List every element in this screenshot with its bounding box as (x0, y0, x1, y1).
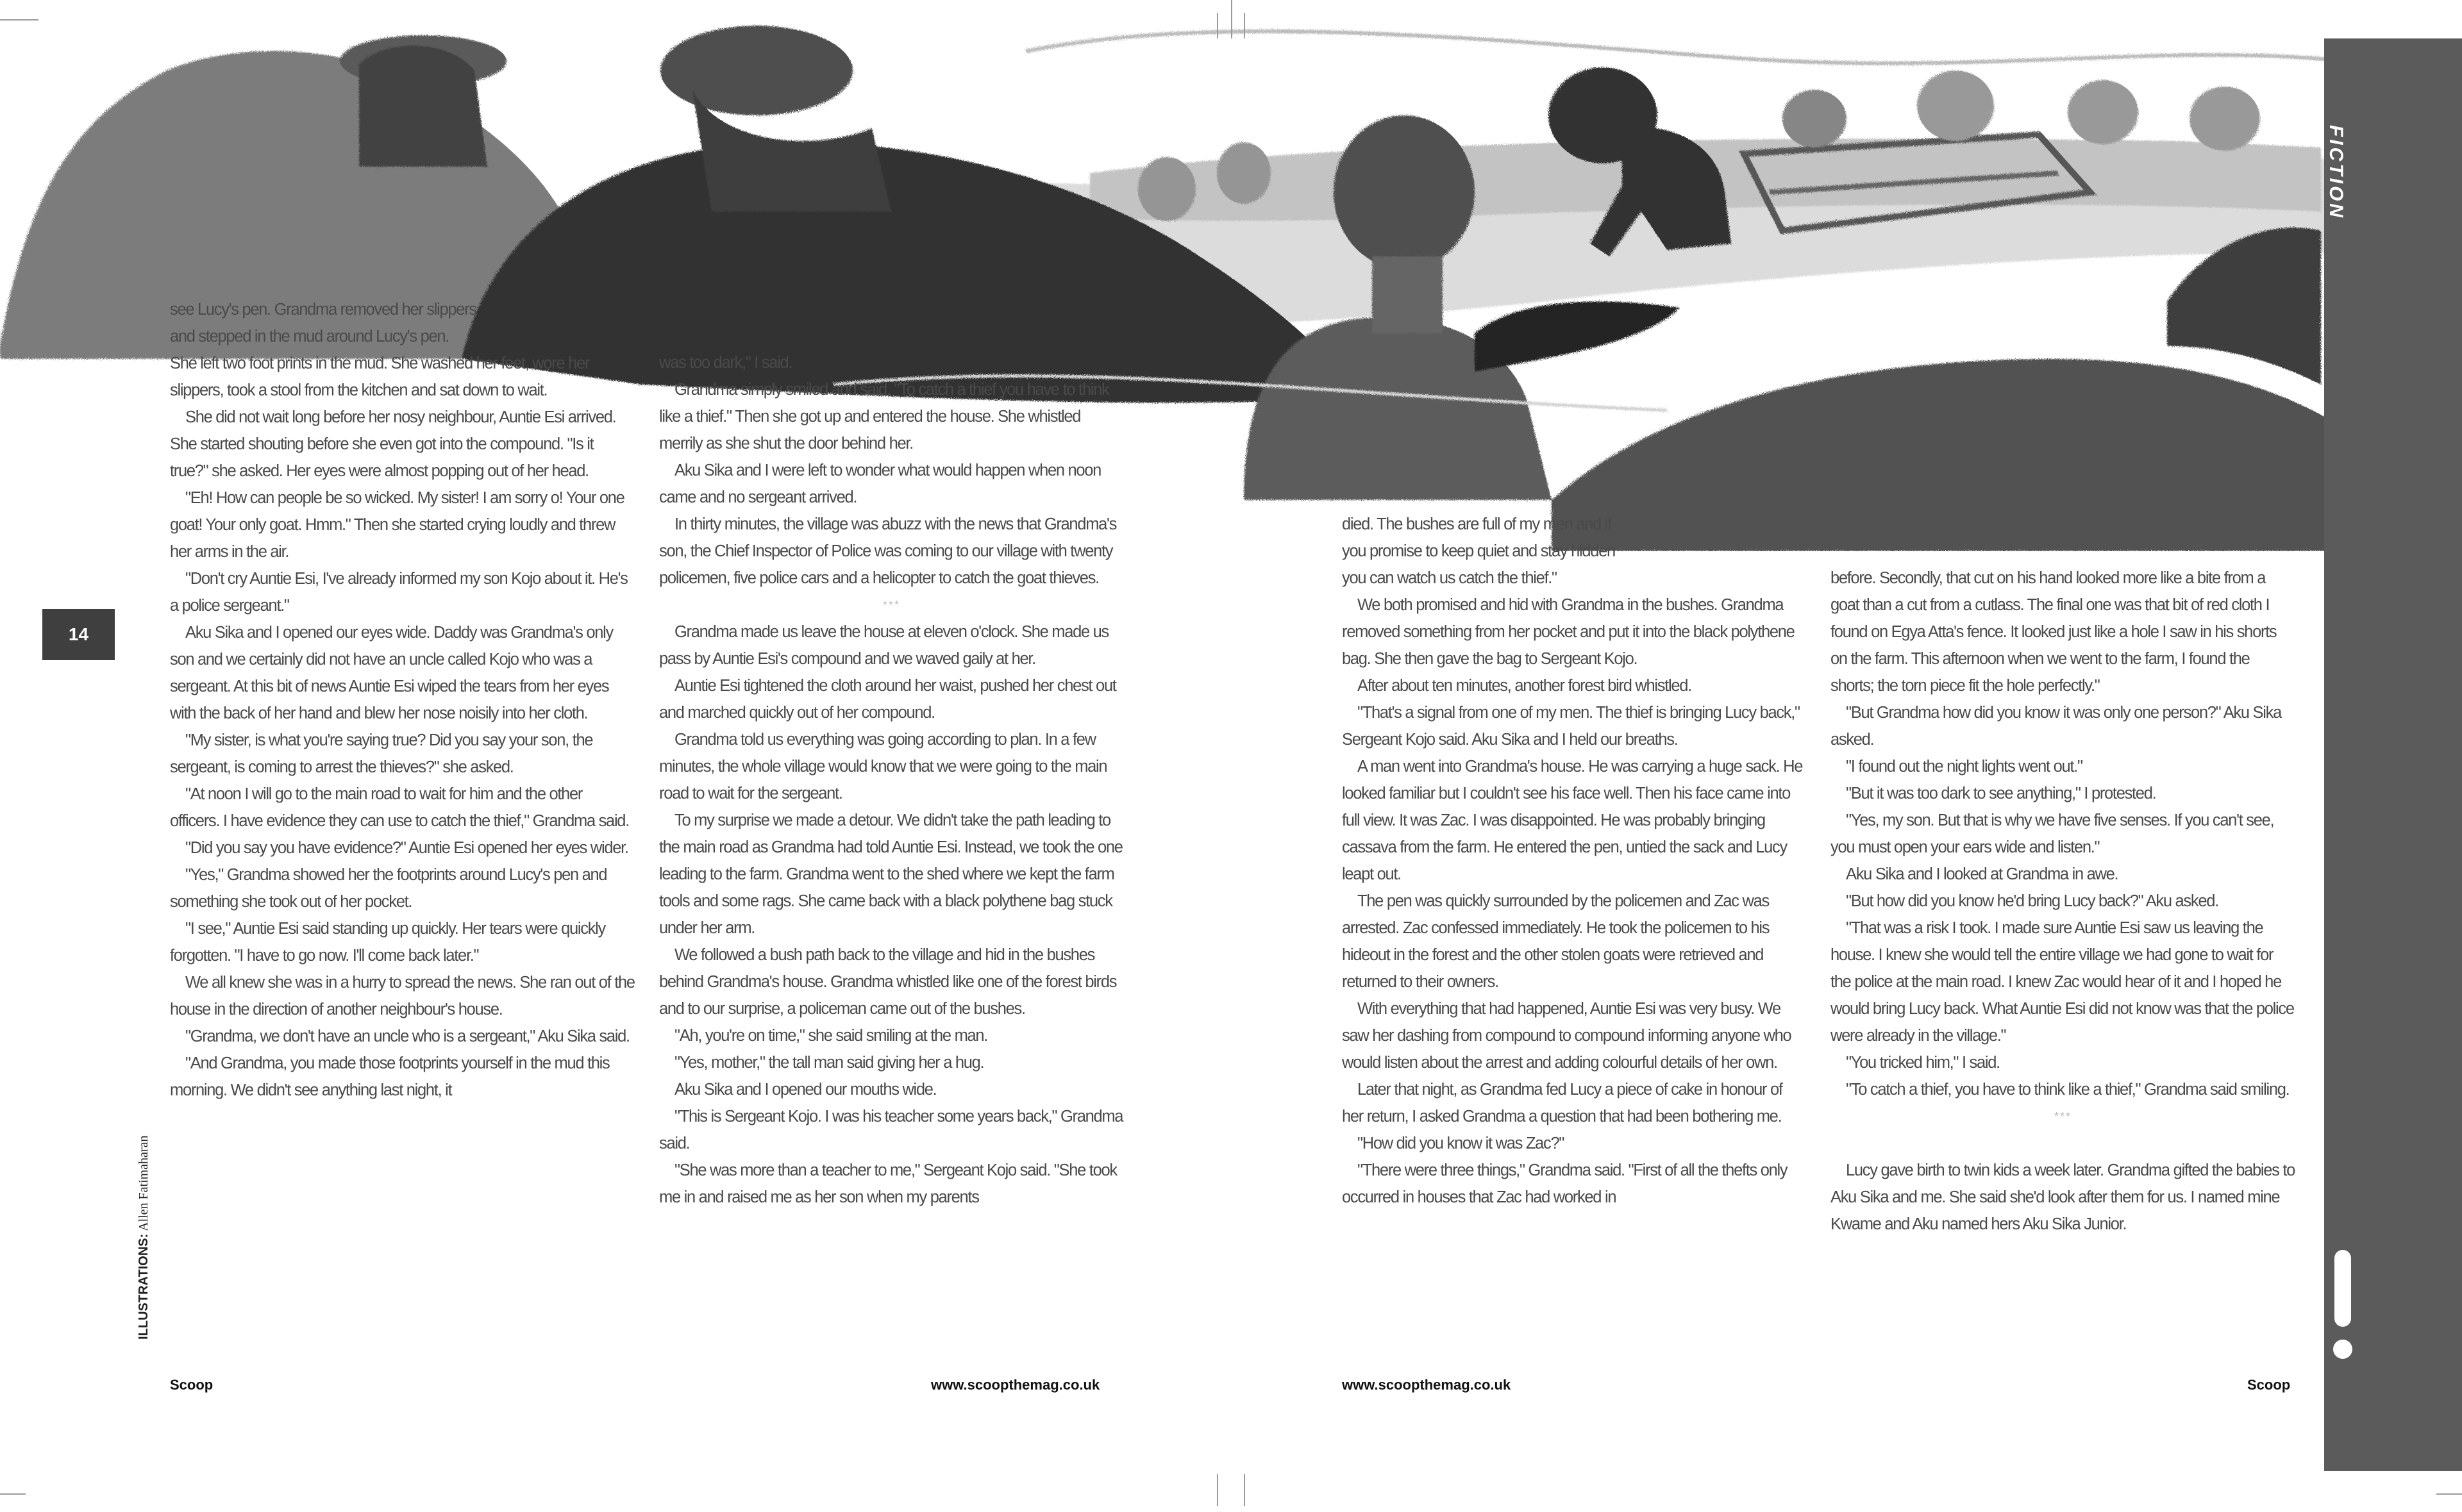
story-column-3 (1342, 511, 1807, 1211)
crop-mark (1244, 1474, 1245, 1506)
footer-magazine-name: Scoop (170, 1377, 214, 1393)
story-paragraph: Later that night, as Grandma fed Lucy a piece of cake in honour of her return, I asked Grandma a question that had been bothering me. (1342, 1081, 1782, 1126)
story-paragraph: "But Grandma how did you know it was only one person?" Aku Sika asked. (1830, 704, 2281, 749)
story-paragraph: The pen was quickly surrounded by the policemen and Zac was arrested. Zac confessed immediately. He took the policemen to his hideout in the forest and the other stolen goats were retrieved and returned to their owners. (1342, 892, 1770, 991)
section-label: FICTION (2325, 125, 2347, 220)
story-paragraph: She left two foot prints in the mud. She washed her feet, wore her slippers, took a stool from the kitchen and sat down to wait. (170, 354, 590, 399)
credit-label: ILLUSTRATIONS: (137, 1233, 151, 1340)
story-paragraph: With everything that had happened, Auntie Esi was very busy. We saw her dashing from compound to compound informing anyone who would listen about the arrest and adding colourful details of her own. (1342, 1000, 1791, 1072)
story-column-1 (170, 296, 635, 1104)
story-paragraph: A man went into Grandma's house. He was carrying a huge sack. He looked familiar but I couldn't see his face well. Then his face came into full view. It was Zac. I was disappointed. He was probably bringing cassava from the farm. He entered the pen, untied the sack and Lucy leapt out. (1342, 758, 1803, 883)
story-paragraph: To my surprise we made a detour. We didn't take the path leading to the main road as Grandma had told Auntie Esi. Instead, we took the one leading to the farm. Grandma went to the shed where we kept the farm tools and some rags. She came back with a black polythene bag stuck under her arm. (659, 811, 1123, 937)
story-paragraph: "You tricked him," I said. (1846, 1054, 2000, 1072)
story-paragraph: "And Grandma, you made those footprints yourself in the mud this morning. We didn't see anything last night, it (170, 1054, 610, 1099)
story-paragraph: "I found out the night lights went out." (1846, 758, 2082, 776)
story-paragraph: "How did you know it was Zac?" (1357, 1134, 1564, 1152)
story-paragraph: "I see," Auntie Esi said standing up quickly. Her tears were quickly forgotten. "I have to go now. I'll come back later." (170, 920, 605, 965)
footer-website: www.scoopthemag.co.uk (931, 1377, 1100, 1393)
story-paragraph: After about ten minutes, another forest bird whistled. (1357, 677, 1691, 695)
footer-magazine-name: Scoop (2247, 1377, 2291, 1393)
page-number: 14 (42, 609, 115, 660)
story-paragraph: "There were three things," Grandma said. "First of all the thefts only occurred in houses that Zac had worked in (1342, 1161, 1788, 1206)
crop-mark (1244, 13, 1245, 38)
story-column-2 (659, 349, 1124, 1211)
story-paragraph: We all knew she was in a hurry to spread the news. She ran out of the house in the direction of another neighbour's house. (170, 974, 635, 1018)
story-paragraph: "To catch a thief, you have to think like a thief," Grandma said smiling. (1846, 1081, 2290, 1099)
story-paragraph: Aku Sika and I looked at Grandma in awe. (1846, 865, 2118, 883)
story-paragraph: "But it was too dark to see anything," I protested. (1846, 785, 2156, 802)
story-paragraph: Auntie Esi tightened the cloth around her waist, pushed her chest out and marched quickly out of her compound. (659, 677, 1116, 722)
story-paragraph: see Lucy's pen. Grandma removed her slippers (170, 301, 476, 319)
crop-mark (1231, 0, 1232, 38)
story-paragraph: "Yes, mother," the tall man said giving her a hug. (674, 1054, 984, 1072)
story-paragraph: Aku Sika and I opened our eyes wide. Daddy was Grandma's only son and we certainly did not have an uncle called Kojo who was a sergeant. At this bit of news Auntie Esi wiped the tears from her eyes with the back of her hand and blew her nose noisily into her cloth. (170, 624, 613, 722)
story-paragraph: "That's a signal from one of my men. The thief is bringing Lucy back," Sergeant Kojo said. Aku Sika and I held our breaths. (1342, 704, 1800, 749)
story-paragraph: "She was more than a teacher to me," Sergeant Kojo said. "She took me in and raised me as her son when my parents (659, 1161, 1117, 1206)
crop-mark (0, 1493, 26, 1495)
story-paragraph: "Yes," Grandma showed her the footprints around Lucy's pen and something she took out of her pocket. (170, 866, 607, 911)
story-paragraph: before. Secondly, that cut on his hand looked more like a bite from a goat than a cut from a cutlass. The final one was that bit of red cloth I found on Egya Atta's fence. It looked just like a hole I saw in his shorts on the farm. This afternoon when we went to the farm, I found the shorts; the torn piece fit the hole perfectly." (1830, 569, 2277, 695)
story-paragraph: We followed a bush path back to the village and hid in the bushes behind Grandma's house. Grandma whistled like one of the forest birds and to our surprise, a policeman came out of the bushes. (659, 946, 1117, 1018)
section-break: *** (2054, 1110, 2072, 1123)
story-paragraph: "Eh! How can people be so wicked. My sister! I am sorry o! Your one goat! Your only goat. Hmm." Then she started crying loudly and threw her arms in the air. (170, 489, 624, 561)
crop-mark (1217, 1474, 1218, 1506)
story-paragraph: "Grandma, we don't have an uncle who is a sergeant," Aku Sika said. (185, 1027, 630, 1045)
story-paragraph: Aku Sika and I opened our mouths wide. (674, 1081, 937, 1099)
exclamation-end-mark-icon (2324, 1250, 2363, 1365)
story-paragraph: "Don't cry Auntie Esi, I've already informed my son Kojo about it. He's a police sergeant." (170, 570, 628, 615)
story-paragraph: "At noon I will go to the main road to wait for him and the other officers. I have evidence they can use to catch the thief," Grandma said. (170, 785, 629, 830)
story-paragraph: "My sister, is what you're saying true? Did you say your son, the sergeant, is coming to arrest the thieves?" she asked. (170, 731, 593, 776)
crop-mark (0, 19, 38, 21)
story-paragraph: "Yes, my son. But that is why we have five senses. If you can't see, you must open your ears wide and listen." (1830, 811, 2274, 856)
story-paragraph: She did not wait long before her nosy neighbour, Auntie Esi arrived. She started shouting before she even got into the compound. "Is it true?" she asked. Her eyes were almost popping out of her head. (170, 408, 616, 480)
illustration-credit (137, 1136, 151, 1340)
story-paragraph: In thirty minutes, the village was abuzz with the news that Grandma's son, the Chief Inspector of Police was coming to our village with twenty policemen, five police cars and a helicopter to catch the goat thieves. (659, 515, 1117, 587)
story-paragraph: was too dark," I said. (659, 354, 792, 372)
story-paragraph: Lucy gave birth to twin kids a week later. Grandma gifted the babies to Aku Sika and me. She said she'd look after them for us. I named mine Kwame and Aku named hers Aku Sika Junior. (1830, 1161, 2295, 1233)
story-paragraph: Grandma simply smiled and said, "To catch a thief you have to think like a thief." Then she got up and entered the house. She whistled merrily as she shut the door behind her. (659, 381, 1109, 453)
story-paragraph: "Did you say you have evidence?" Auntie Esi opened her eyes wider. (185, 839, 628, 857)
story-paragraph: "But how did you know he'd bring Lucy back?" Aku asked. (1846, 892, 2218, 910)
story-paragraph: Grandma told us everything was going according to plan. In a few minutes, the whole village would know that we were going to the main road to wait for the sergeant. (659, 731, 1107, 802)
story-paragraph: you can watch us catch the thief." (1342, 569, 1557, 587)
story-paragraph: "That was a risk I took. I made sure Auntie Esi saw us leaving the house. I knew she would tell the entire village we had gone to wait for the police at the main road. I knew Zac would hear of it and I hoped he would bring Lucy back. What Auntie Esi did not know was that the police were already in the village." (1830, 919, 2294, 1045)
story-paragraph: Aku Sika and I were left to wonder what would happen when noon came and no sergeant arrived. (659, 461, 1101, 506)
story-paragraph: and stepped in the mud around Lucy's pen. (170, 328, 449, 345)
story-paragraph: "This is Sergeant Kojo. I was his teacher some years back," Grandma said. (659, 1108, 1123, 1152)
story-paragraph: you promise to keep quiet and stay hidden (1342, 542, 1615, 560)
story-paragraph: We both promised and hid with Grandma in the bushes. Grandma removed something from her pocket and put it into the black polythene bag. She then gave the bag to Sergeant Kojo. (1342, 596, 1795, 668)
footer-website: www.scoopthemag.co.uk (1342, 1377, 1511, 1393)
crop-mark (1217, 13, 1218, 38)
story-paragraph: Grandma made us leave the house at eleven o'clock. She made us pass by Auntie Esi's compound and we waved gaily at her. (659, 623, 1109, 668)
story-column-4 (1830, 565, 2295, 1238)
section-break: *** (882, 599, 900, 611)
story-paragraph: "Ah, you're on time," she said smiling at the man. (674, 1027, 988, 1045)
credit-name: Allen Fatimaharan (137, 1135, 151, 1231)
crop-mark (2436, 1493, 2462, 1495)
story-paragraph: died. The bushes are full of my men and if (1342, 515, 1611, 533)
